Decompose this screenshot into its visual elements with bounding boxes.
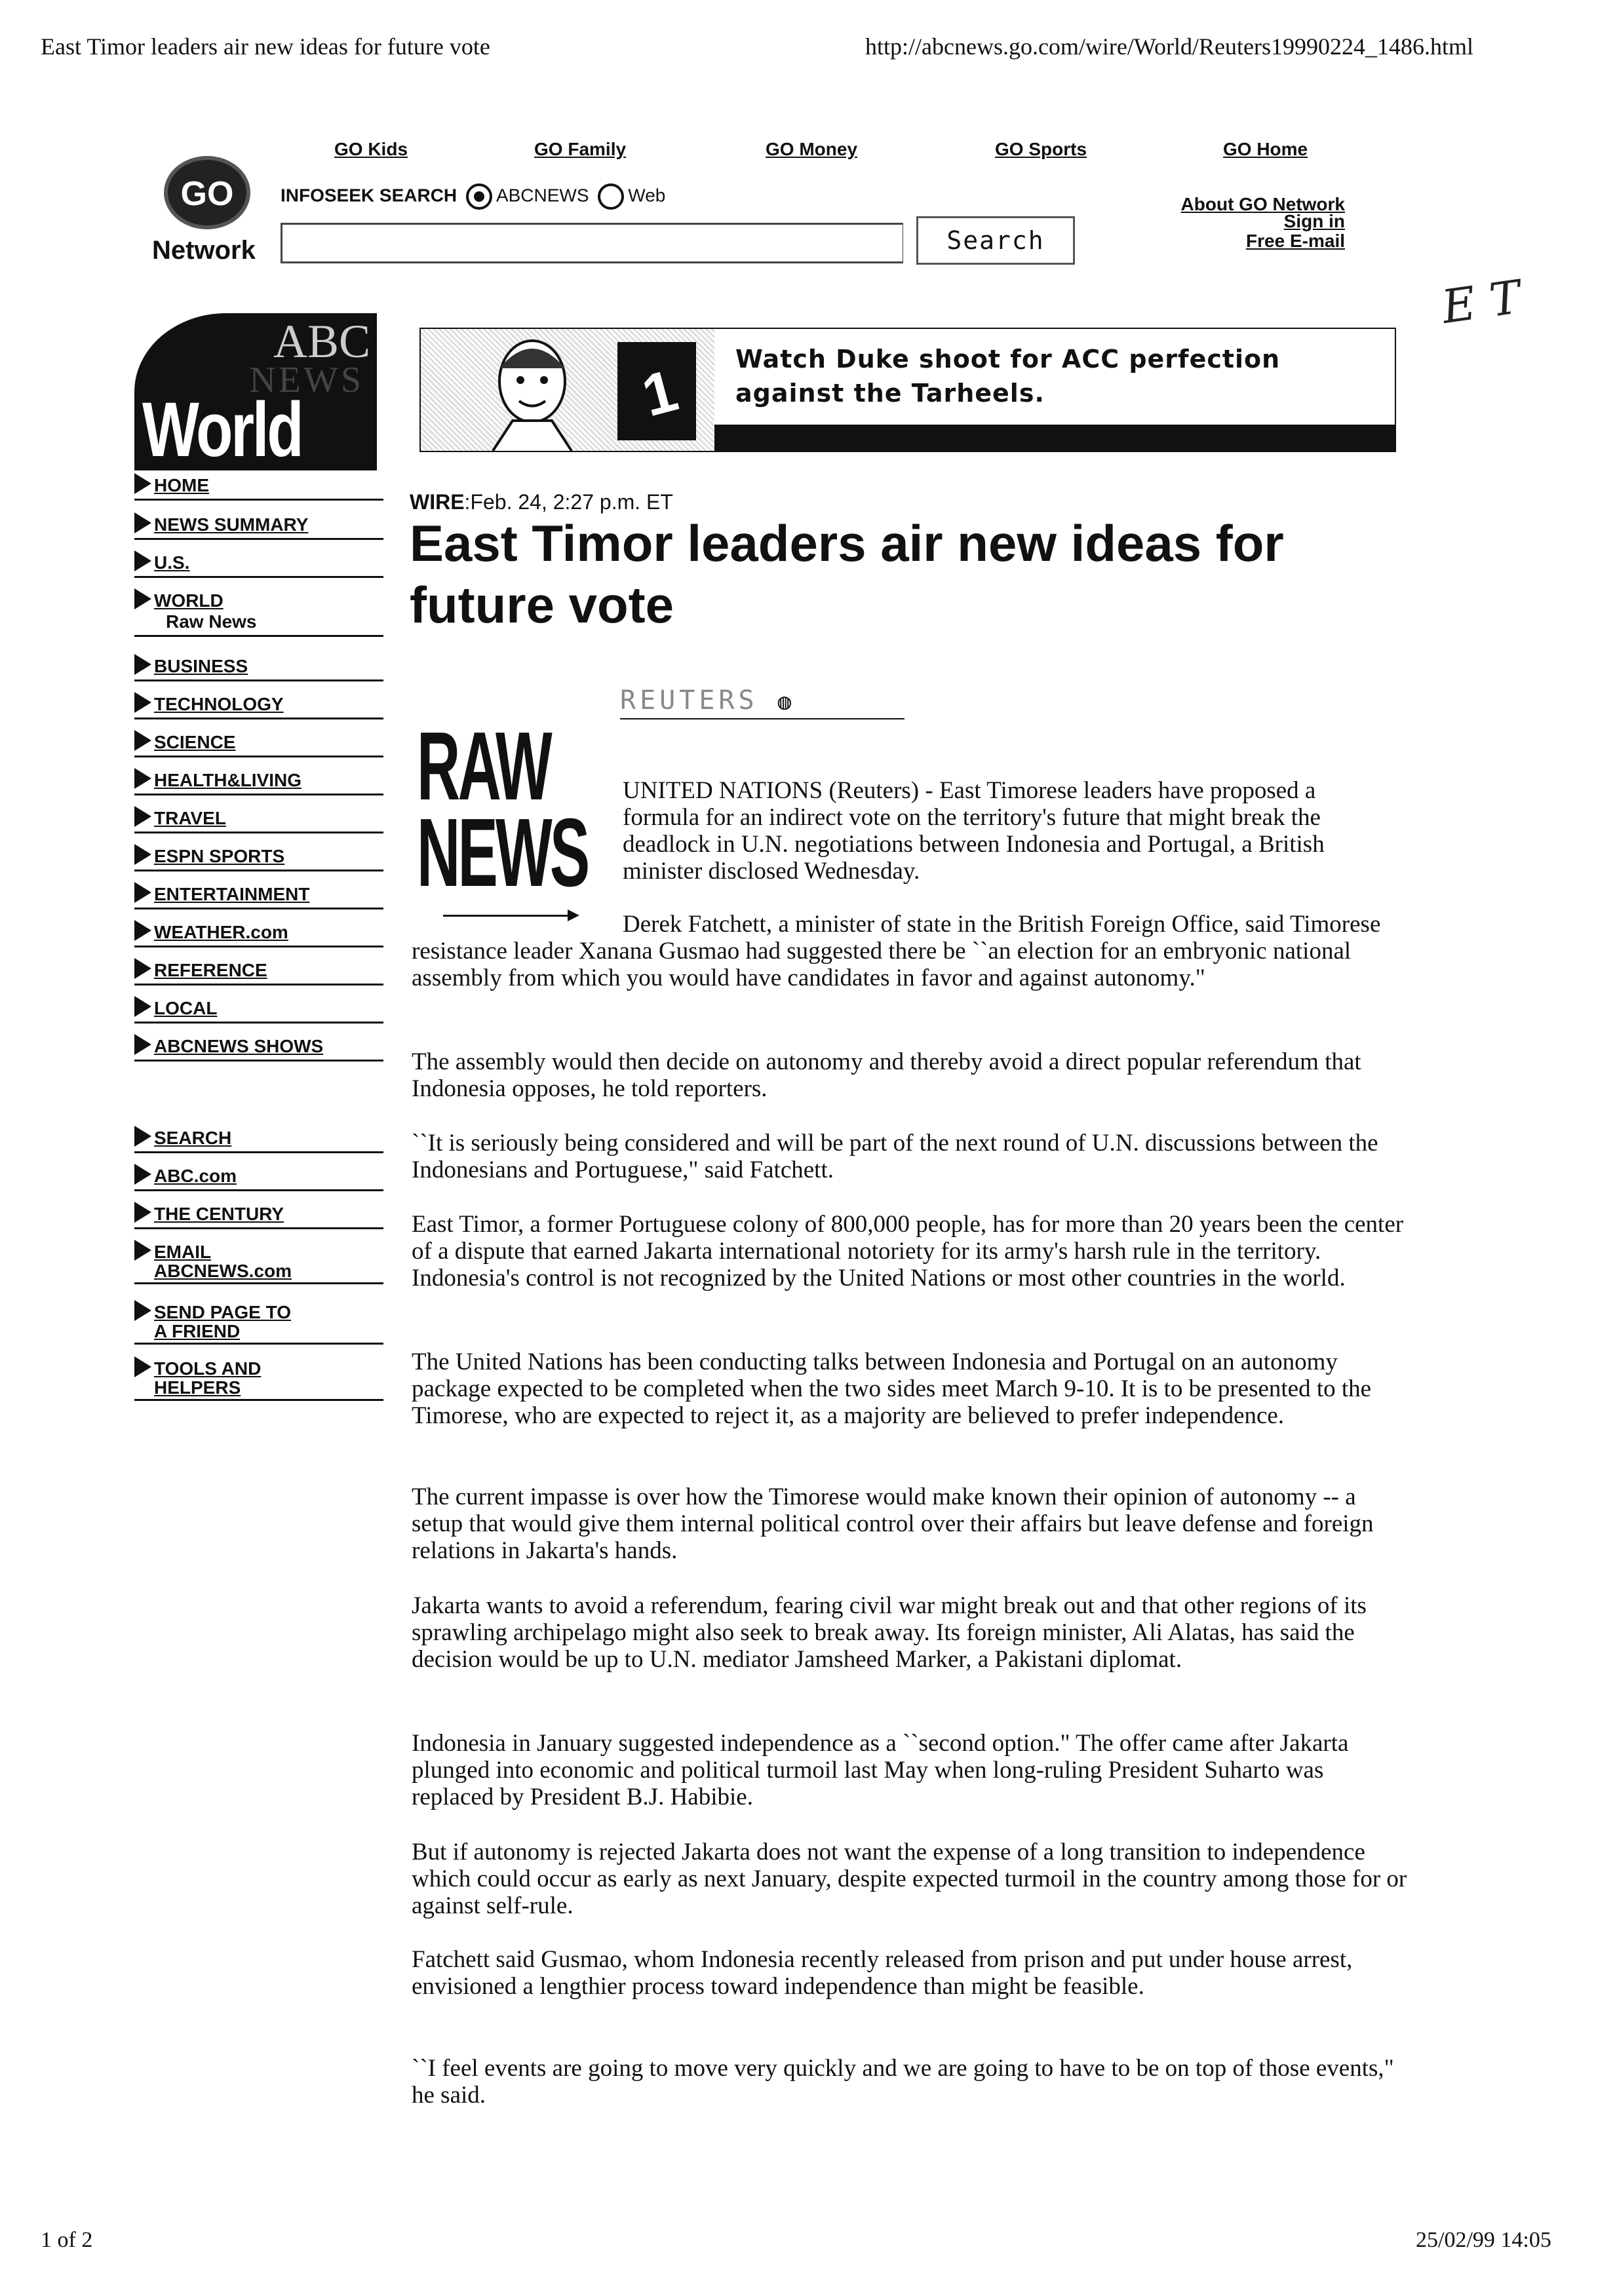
search-input[interactable] — [281, 223, 903, 263]
go-logo[interactable] — [157, 151, 249, 236]
article-paragraph: UNITED NATIONS (Reuters) - East Timorese leaders have proposed a formula for an indirect vote on the territory's future that might break the deadlock in U.N. negotiations between Indonesia and Portugal, a British minister disclosed Wednesday. — [623, 777, 1325, 885]
article-paragraph: Derek Fatchett, a minister of state in the British Foreign Office, said Timorese resistance leader Xanana Gusmao had suggested there be ``an election for an embryonic national assembly from which you would have candidates in favor and against autonomy." — [412, 911, 1381, 991]
radio-abcnews[interactable] — [466, 183, 492, 210]
nav-arrow-icon — [134, 882, 151, 903]
nav-science[interactable]: SCIENCE — [134, 730, 383, 757]
nav-arrow-icon — [134, 730, 151, 751]
go-network-label: Network — [152, 236, 256, 265]
print-timestamp: 25/02/99 14:05 — [1416, 2228, 1551, 2252]
go-logo-icon: GO — [164, 156, 250, 229]
nav-technology[interactable]: TECHNOLOGY — [134, 692, 383, 719]
nav-send-page[interactable]: SEND PAGE TO A FRIEND — [134, 1300, 383, 1345]
nav-arrow-icon — [134, 588, 151, 609]
article-paragraph: The assembly would then decide on autonomy and thereby avoid a direct popular referendum that Indonesia opposes, he told reporters. — [412, 1048, 1361, 1102]
nav-tools-helpers[interactable]: TOOLS AND HELPERS — [134, 1356, 383, 1401]
svg-text:1: 1 — [635, 357, 684, 430]
nav-us[interactable]: U.S. — [134, 550, 383, 578]
banner-ad[interactable] — [419, 328, 1396, 452]
nav-travel[interactable]: TRAVEL — [134, 806, 383, 833]
banner-cartoon-image — [421, 329, 714, 451]
nav-news-summary[interactable]: NEWS SUMMARY — [134, 512, 383, 540]
nav-world[interactable]: WORLD Raw News — [134, 588, 383, 637]
cartoon-face-icon — [421, 329, 714, 451]
nav-arrow-icon — [134, 1164, 151, 1185]
handwritten-note: E T — [1438, 270, 1525, 334]
article-paragraph: ``I feel events are going to move very quickly and we are going to have to be on top of those events," he said. — [412, 2055, 1394, 2109]
reuters-logo: REUTERS ◍ — [620, 685, 905, 719]
nav-arrow-icon — [134, 996, 151, 1017]
nav-arrow-icon — [134, 768, 151, 789]
reuters-dot-icon: ◍ — [777, 689, 796, 715]
nav-arrow-icon — [134, 654, 151, 675]
nav-arrow-icon — [134, 1202, 151, 1223]
logo-world-text: World — [142, 387, 302, 470]
nav-arrow-icon — [134, 920, 151, 941]
nav-reference[interactable]: REFERENCE — [134, 958, 383, 985]
article-paragraph: ``It is seriously being considered and will be part of the next round of U.N. discussions between the Indonesians and Portuguese," said Fatchett. — [412, 1130, 1378, 1183]
nav-weather[interactable]: WEATHER.com — [134, 920, 383, 947]
print-page-title: East Timor leaders air new ideas for future vote — [41, 33, 490, 60]
sign-in-link[interactable]: Sign in — [1283, 211, 1345, 231]
free-email-link[interactable]: Free E-mail — [1246, 231, 1345, 251]
article-paragraph: The current impasse is over how the Timorese would make known their opinion of autonomy -- a setup that would give them internal political control over their affairs but leave defense and foreign relations in Jakarta's hands. — [412, 1483, 1374, 1564]
logo-abc-text: ABC — [273, 315, 370, 368]
nav-local[interactable]: LOCAL — [134, 996, 383, 1024]
radio-web[interactable] — [598, 183, 624, 210]
radio-abcnews-label: ABCNEWS — [496, 185, 589, 206]
go-money-link[interactable]: GO Money — [766, 139, 858, 159]
go-family-link[interactable]: GO Family — [534, 139, 627, 159]
go-sports-link[interactable]: GO Sports — [995, 139, 1087, 159]
article-paragraph: East Timor, a former Portuguese colony of 800,000 people, has for more than 20 years been the center of a dispute that earned Jakarta international notoriety for its army's harsh rule in the territory. Indonesia's control is not recognized by the United Nations or most other countries in the world. — [412, 1211, 1404, 1292]
nav-entertainment[interactable]: ENTERTAINMENT — [134, 882, 383, 909]
nav-arrow-icon — [134, 1356, 151, 1377]
nav-abc-com[interactable]: ABC.com — [134, 1164, 383, 1191]
radio-web-label: Web — [628, 185, 666, 206]
search-button[interactable]: Search — [916, 216, 1075, 265]
article-paragraph: Fatchett said Gusmao, whom Indonesia recently released from prison and put under house arrest, envisioned a lengthier process toward independence than might be feasible. — [412, 1946, 1353, 2000]
nav-arrow-icon — [134, 1126, 151, 1147]
nav-email-abcnews[interactable]: EMAIL ABCNEWS.com — [134, 1240, 383, 1284]
article-paragraph: The United Nations has been conducting talks between Indonesia and Portugal on an autonomy package expected to be completed when the two sides meet March 9-10. It is to be presented to the Timorese, who are expected to reject it, as a majority are believed to prefer independence. — [412, 1349, 1372, 1429]
banner-bottom-bar — [714, 425, 1395, 451]
nav-arrow-icon — [134, 550, 151, 571]
nav-arrow-icon — [134, 1300, 151, 1321]
logo-news-text: NEWS — [249, 360, 364, 400]
search-options — [281, 183, 665, 210]
nav-abcnews-shows[interactable]: ABCNEWS SHOWS — [134, 1034, 383, 1062]
nav-the-century[interactable]: THE CENTURY — [134, 1202, 383, 1229]
nav-business[interactable]: BUSINESS — [134, 654, 383, 681]
nav-arrow-icon — [134, 1034, 151, 1055]
nav-arrow-icon — [134, 1240, 151, 1261]
article-paragraph: Jakarta wants to avoid a referendum, fearing civil war might break out and that other regions of its sprawling archipelago might also seek to break away. Its foreign minister, Ali Alatas, has said the decision would be up to U.N. mediator Jamsheed Marker, a Pakistani diplomat. — [412, 1592, 1367, 1673]
article-paragraph: But if autonomy is rejected Jakarta does not want the expense of a long transition to independence which could occur as early as next January, despite expected turmoil in the country among those for or against self-rule. — [412, 1839, 1407, 1919]
about-go-network-link[interactable]: About GO Network — [1180, 194, 1345, 214]
banner-line-2: against the Tarheels. — [735, 379, 1045, 408]
nav-arrow-icon — [134, 844, 151, 865]
nav-arrow-icon — [134, 958, 151, 979]
abc-news-world-logo[interactable] — [134, 313, 377, 470]
infoseek-search-label: INFOSEEK SEARCH — [281, 185, 457, 206]
banner-text — [735, 342, 1280, 410]
nav-home[interactable]: HOME — [134, 473, 383, 501]
nav-arrow-icon — [134, 473, 151, 494]
nav-arrow-icon — [134, 692, 151, 713]
article-paragraph: Indonesia in January suggested independence as a ``second option." The offer came after Jakarta plunged into economic and political turmoil last May when long-ruling President Suharto was replaced by President B.J. Habibie. — [412, 1730, 1349, 1810]
banner-line-1: Watch Duke shoot for ACC perfection — [735, 345, 1281, 373]
nav-espn-sports[interactable]: ESPN SPORTS — [134, 844, 383, 871]
print-page-number: 1 of 2 — [41, 2228, 93, 2252]
go-kids-link[interactable]: GO Kids — [334, 139, 408, 159]
article-headline: East Timor leaders air new ideas for future vote — [410, 514, 1284, 634]
nav-arrow-icon — [134, 512, 151, 533]
nav-arrow-icon — [134, 806, 151, 827]
go-home-link[interactable]: GO Home — [1223, 139, 1308, 159]
wire-dateline: WIRE:Feb. 24, 2:27 p.m. ET — [410, 490, 673, 514]
nav-search[interactable]: SEARCH — [134, 1126, 383, 1153]
print-page-url: http://abcnews.go.com/wire/World/Reuters19990224_1486.html — [865, 33, 1473, 60]
nav-world-raw-news[interactable]: Raw News — [166, 611, 257, 632]
raw-news-logo: RAW NEWS — [417, 721, 607, 917]
nav-health-living[interactable]: HEALTH&LIVING — [134, 768, 383, 795]
